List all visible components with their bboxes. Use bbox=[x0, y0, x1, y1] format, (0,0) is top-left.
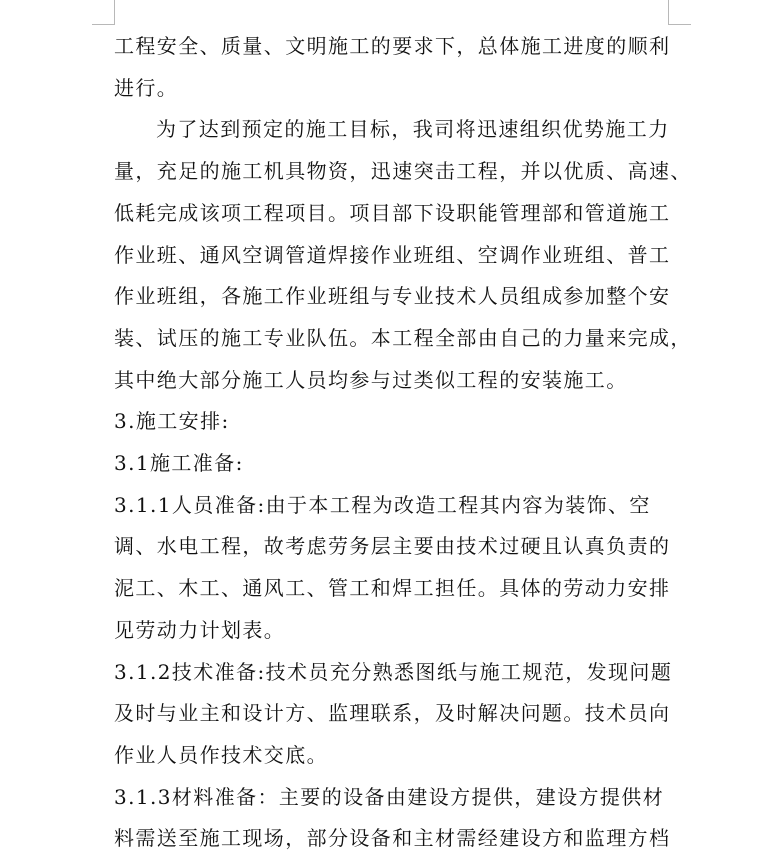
margin-corner-mark-right bbox=[668, 0, 669, 24]
text-line: 装、试压的施工专业队伍。本工程全部由自己的力量来完成， bbox=[114, 325, 692, 350]
text-line: 低耗完成该项工程项目。项目部下设职能管理部和管道施工 bbox=[114, 200, 671, 225]
text-line: 其中绝大部分施工人员均参与过类似工程的安装施工。 bbox=[114, 367, 628, 392]
text-line: 见劳动力计划表。 bbox=[114, 617, 286, 642]
margin-corner-mark-left bbox=[114, 0, 115, 24]
text-line: 及时与业主和设计方、监理联系，及时解决问题。技术员向 bbox=[114, 701, 671, 726]
text-line: 料需送至施工现场，部分设备和主材需经建设方和监理方档 bbox=[114, 826, 671, 851]
text-line: 3.1.2技术准备:技术员充分熟悉图纸与施工规范，发现问题 bbox=[114, 659, 673, 684]
text-line: 为了达到预定的施工目标，我司将迅速组织优势施工力 bbox=[156, 117, 670, 142]
text-line: 作业班、通风空调管道焊接作业班组、空调作业班组、普工 bbox=[114, 242, 671, 267]
margin-corner-mark-left-horizontal bbox=[92, 24, 115, 25]
text-line: 量，充足的施工机具物资，迅速突击工程，并以优质、高速、 bbox=[114, 159, 692, 184]
text-line: 调、水电工程，故考虑劳务层主要由技术过硬且认真负责的 bbox=[114, 534, 671, 559]
text-line: 作业班组，各施工作业班组与专业技术人员组成参加整个安 bbox=[114, 284, 671, 309]
subsection-heading: 3.1施工准备: bbox=[114, 451, 244, 476]
text-line: 3.1.3材料准备：主要的设备由建设方提供，建设方提供材 bbox=[114, 784, 665, 809]
text-line: 进行。 bbox=[114, 75, 179, 100]
margin-corner-mark-right-horizontal bbox=[668, 24, 691, 25]
text-line: 作业人员作技术交底。 bbox=[114, 742, 328, 767]
section-heading: 3.施工安排: bbox=[114, 409, 230, 434]
document-body-text[interactable] bbox=[114, 26, 692, 860]
text-line: 泥工、木工、通风工、管工和焊工担任。具体的劳动力安排 bbox=[114, 576, 671, 601]
text-line: 工程安全、质量、文明施工的要求下，总体施工进度的顺利 bbox=[114, 34, 671, 58]
text-line: 3.1.1人员准备:由于本工程为改造工程其内容为装饰、空 bbox=[114, 492, 651, 517]
